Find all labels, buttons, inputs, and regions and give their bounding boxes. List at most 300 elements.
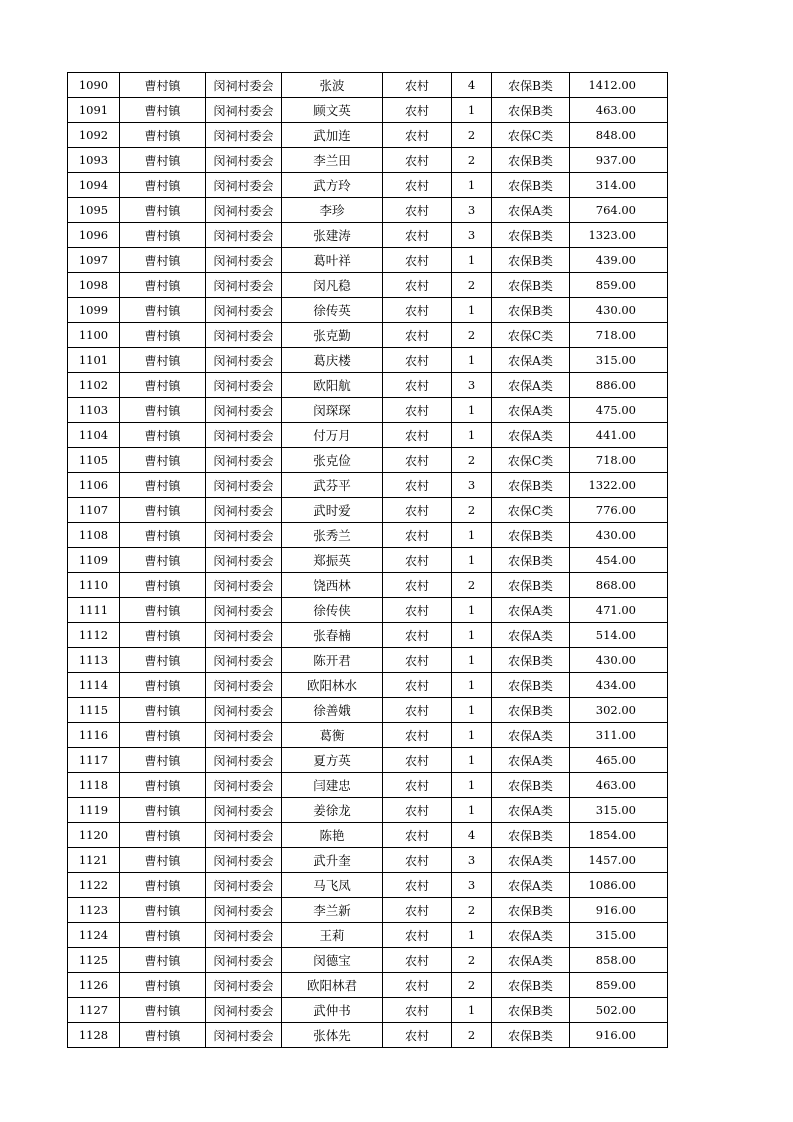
row-number-cell: 1110: [68, 573, 120, 598]
household-size-cell: 1: [452, 798, 492, 823]
town-cell: 曹村镇: [120, 973, 206, 998]
row-number-cell: 1094: [68, 173, 120, 198]
amount-cell: 430.00: [570, 523, 668, 548]
town-cell: 曹村镇: [120, 723, 206, 748]
household-size-cell: 1: [452, 998, 492, 1023]
row-number-cell: 1093: [68, 148, 120, 173]
table-row: [68, 598, 668, 623]
household-size-cell: 3: [452, 473, 492, 498]
name-cell: 张春楠: [282, 623, 383, 648]
household-size-cell: 1: [452, 248, 492, 273]
name-cell: 付万月: [282, 423, 383, 448]
row-number-cell: 1112: [68, 623, 120, 648]
row-number-cell: 1123: [68, 898, 120, 923]
table-row: [68, 348, 668, 373]
insurance-type-cell: 农保B类: [492, 473, 570, 498]
insurance-type-cell: 农保A类: [492, 748, 570, 773]
town-cell: 曹村镇: [120, 998, 206, 1023]
category-cell: 农村: [383, 998, 452, 1023]
household-size-cell: 1: [452, 923, 492, 948]
table-row: [68, 473, 668, 498]
amount-cell: 514.00: [570, 623, 668, 648]
category-cell: 农村: [383, 223, 452, 248]
category-cell: 农村: [383, 548, 452, 573]
insurance-type-cell: 农保B类: [492, 1023, 570, 1048]
town-cell: 曹村镇: [120, 73, 206, 98]
insurance-type-cell: 农保B类: [492, 148, 570, 173]
household-size-cell: 1: [452, 723, 492, 748]
household-size-cell: 1: [452, 698, 492, 723]
village-committee-cell: 闵祠村委会: [206, 523, 282, 548]
category-cell: 农村: [383, 248, 452, 273]
village-committee-cell: 闵祠村委会: [206, 1023, 282, 1048]
household-size-cell: 1: [452, 748, 492, 773]
amount-cell: 439.00: [570, 248, 668, 273]
amount-cell: 434.00: [570, 673, 668, 698]
insurance-type-cell: 农保C类: [492, 323, 570, 348]
amount-cell: 859.00: [570, 273, 668, 298]
category-cell: 农村: [383, 123, 452, 148]
name-cell: 欧阳林水: [282, 673, 383, 698]
category-cell: 农村: [383, 748, 452, 773]
household-size-cell: 2: [452, 148, 492, 173]
insurance-type-cell: 农保A类: [492, 848, 570, 873]
name-cell: 葛庆楼: [282, 348, 383, 373]
amount-cell: 315.00: [570, 923, 668, 948]
row-number-cell: 1117: [68, 748, 120, 773]
row-number-cell: 1100: [68, 323, 120, 348]
amount-cell: 430.00: [570, 648, 668, 673]
table-row: [68, 923, 668, 948]
table-row: [68, 898, 668, 923]
town-cell: 曹村镇: [120, 423, 206, 448]
name-cell: 李兰田: [282, 148, 383, 173]
village-committee-cell: 闵祠村委会: [206, 723, 282, 748]
village-committee-cell: 闵祠村委会: [206, 923, 282, 948]
village-committee-cell: 闵祠村委会: [206, 348, 282, 373]
amount-cell: 868.00: [570, 573, 668, 598]
household-size-cell: 4: [452, 73, 492, 98]
table-row: [68, 723, 668, 748]
household-size-cell: 4: [452, 823, 492, 848]
household-size-cell: 3: [452, 373, 492, 398]
table-row: [68, 623, 668, 648]
row-number-cell: 1114: [68, 673, 120, 698]
household-size-cell: 2: [452, 973, 492, 998]
household-size-cell: 2: [452, 123, 492, 148]
name-cell: 武芬平: [282, 473, 383, 498]
household-size-cell: 2: [452, 948, 492, 973]
insurance-type-cell: 农保B类: [492, 298, 570, 323]
village-committee-cell: 闵祠村委会: [206, 373, 282, 398]
insurance-type-cell: 农保A类: [492, 798, 570, 823]
village-committee-cell: 闵祠村委会: [206, 323, 282, 348]
village-committee-cell: 闵祠村委会: [206, 748, 282, 773]
insurance-type-cell: 农保B类: [492, 73, 570, 98]
household-size-cell: 1: [452, 173, 492, 198]
amount-cell: 858.00: [570, 948, 668, 973]
name-cell: 闵德宝: [282, 948, 383, 973]
row-number-cell: 1103: [68, 398, 120, 423]
row-number-cell: 1108: [68, 523, 120, 548]
row-number-cell: 1120: [68, 823, 120, 848]
household-size-cell: 1: [452, 623, 492, 648]
town-cell: 曹村镇: [120, 598, 206, 623]
category-cell: 农村: [383, 98, 452, 123]
category-cell: 农村: [383, 398, 452, 423]
town-cell: 曹村镇: [120, 523, 206, 548]
town-cell: 曹村镇: [120, 498, 206, 523]
category-cell: 农村: [383, 573, 452, 598]
table-row: [68, 548, 668, 573]
amount-cell: 1323.00: [570, 223, 668, 248]
household-size-cell: 1: [452, 98, 492, 123]
table-row: [68, 273, 668, 298]
table-row: [68, 223, 668, 248]
town-cell: 曹村镇: [120, 348, 206, 373]
table-body: [68, 73, 668, 1048]
village-committee-cell: 闵祠村委会: [206, 773, 282, 798]
category-cell: 农村: [383, 198, 452, 223]
name-cell: 徐传侠: [282, 598, 383, 623]
insurance-type-cell: 农保A类: [492, 598, 570, 623]
village-committee-cell: 闵祠村委会: [206, 573, 282, 598]
village-committee-cell: 闵祠村委会: [206, 473, 282, 498]
row-number-cell: 1118: [68, 773, 120, 798]
village-committee-cell: 闵祠村委会: [206, 798, 282, 823]
row-number-cell: 1121: [68, 848, 120, 873]
amount-cell: 314.00: [570, 173, 668, 198]
town-cell: 曹村镇: [120, 748, 206, 773]
category-cell: 农村: [383, 1023, 452, 1048]
household-size-cell: 2: [452, 898, 492, 923]
table-row: [68, 398, 668, 423]
row-number-cell: 1090: [68, 73, 120, 98]
name-cell: 李珍: [282, 198, 383, 223]
town-cell: 曹村镇: [120, 398, 206, 423]
category-cell: 农村: [383, 823, 452, 848]
table-row: [68, 323, 668, 348]
insurance-type-cell: 农保B类: [492, 773, 570, 798]
name-cell: 闵琛琛: [282, 398, 383, 423]
amount-cell: 916.00: [570, 1023, 668, 1048]
household-size-cell: 1: [452, 673, 492, 698]
table-row: [68, 448, 668, 473]
town-cell: 曹村镇: [120, 698, 206, 723]
insurance-type-cell: 农保B类: [492, 998, 570, 1023]
village-committee-cell: 闵祠村委会: [206, 848, 282, 873]
amount-cell: 848.00: [570, 123, 668, 148]
town-cell: 曹村镇: [120, 623, 206, 648]
name-cell: 张克俭: [282, 448, 383, 473]
table-row: [68, 948, 668, 973]
village-committee-cell: 闵祠村委会: [206, 998, 282, 1023]
town-cell: 曹村镇: [120, 373, 206, 398]
name-cell: 欧阳航: [282, 373, 383, 398]
name-cell: 张建涛: [282, 223, 383, 248]
town-cell: 曹村镇: [120, 1023, 206, 1048]
name-cell: 夏方英: [282, 748, 383, 773]
row-number-cell: 1096: [68, 223, 120, 248]
table-row: [68, 198, 668, 223]
household-size-cell: 1: [452, 773, 492, 798]
amount-cell: 776.00: [570, 498, 668, 523]
name-cell: 徐善娥: [282, 698, 383, 723]
insurance-type-cell: 农保A类: [492, 348, 570, 373]
town-cell: 曹村镇: [120, 323, 206, 348]
household-size-cell: 1: [452, 548, 492, 573]
amount-cell: 471.00: [570, 598, 668, 623]
table-row: [68, 298, 668, 323]
town-cell: 曹村镇: [120, 948, 206, 973]
category-cell: 农村: [383, 598, 452, 623]
name-cell: 姜徐龙: [282, 798, 383, 823]
village-committee-cell: 闵祠村委会: [206, 398, 282, 423]
amount-cell: 302.00: [570, 698, 668, 723]
amount-cell: 454.00: [570, 548, 668, 573]
table-row: [68, 148, 668, 173]
name-cell: 欧阳林君: [282, 973, 383, 998]
category-cell: 农村: [383, 848, 452, 873]
row-number-cell: 1097: [68, 248, 120, 273]
town-cell: 曹村镇: [120, 773, 206, 798]
category-cell: 农村: [383, 448, 452, 473]
category-cell: 农村: [383, 623, 452, 648]
name-cell: 顾文英: [282, 98, 383, 123]
household-size-cell: 3: [452, 848, 492, 873]
table-row: [68, 523, 668, 548]
household-size-cell: 1: [452, 348, 492, 373]
category-cell: 农村: [383, 798, 452, 823]
insurance-type-cell: 农保C类: [492, 448, 570, 473]
household-table: [67, 72, 668, 1048]
category-cell: 农村: [383, 423, 452, 448]
row-number-cell: 1127: [68, 998, 120, 1023]
amount-cell: 1322.00: [570, 473, 668, 498]
insurance-type-cell: 农保A类: [492, 948, 570, 973]
insurance-type-cell: 农保B类: [492, 548, 570, 573]
insurance-type-cell: 农保C类: [492, 498, 570, 523]
amount-cell: 1457.00: [570, 848, 668, 873]
town-cell: 曹村镇: [120, 473, 206, 498]
row-number-cell: 1124: [68, 923, 120, 948]
insurance-type-cell: 农保A类: [492, 923, 570, 948]
name-cell: 郑振英: [282, 548, 383, 573]
name-cell: 武升奎: [282, 848, 383, 873]
town-cell: 曹村镇: [120, 198, 206, 223]
table-row: [68, 248, 668, 273]
village-committee-cell: 闵祠村委会: [206, 598, 282, 623]
insurance-type-cell: 农保A类: [492, 398, 570, 423]
village-committee-cell: 闵祠村委会: [206, 173, 282, 198]
name-cell: 武仲书: [282, 998, 383, 1023]
town-cell: 曹村镇: [120, 798, 206, 823]
name-cell: 武加连: [282, 123, 383, 148]
amount-cell: 916.00: [570, 898, 668, 923]
table-row: [68, 498, 668, 523]
table-row: [68, 773, 668, 798]
name-cell: 武方玲: [282, 173, 383, 198]
row-number-cell: 1115: [68, 698, 120, 723]
table-row: [68, 698, 668, 723]
name-cell: 张克勤: [282, 323, 383, 348]
category-cell: 农村: [383, 948, 452, 973]
name-cell: 葛衡: [282, 723, 383, 748]
village-committee-cell: 闵祠村委会: [206, 873, 282, 898]
name-cell: 张秀兰: [282, 523, 383, 548]
category-cell: 农村: [383, 148, 452, 173]
household-size-cell: 2: [452, 323, 492, 348]
household-size-cell: 1: [452, 523, 492, 548]
name-cell: 饶西林: [282, 573, 383, 598]
town-cell: 曹村镇: [120, 898, 206, 923]
village-committee-cell: 闵祠村委会: [206, 548, 282, 573]
household-size-cell: 2: [452, 1023, 492, 1048]
category-cell: 农村: [383, 373, 452, 398]
category-cell: 农村: [383, 898, 452, 923]
name-cell: 闫建忠: [282, 773, 383, 798]
table-row: [68, 648, 668, 673]
category-cell: 农村: [383, 673, 452, 698]
amount-cell: 1086.00: [570, 873, 668, 898]
name-cell: 徐传英: [282, 298, 383, 323]
village-committee-cell: 闵祠村委会: [206, 198, 282, 223]
insurance-type-cell: 农保B类: [492, 173, 570, 198]
amount-cell: 937.00: [570, 148, 668, 173]
amount-cell: 311.00: [570, 723, 668, 748]
insurance-type-cell: 农保A类: [492, 423, 570, 448]
category-cell: 农村: [383, 498, 452, 523]
name-cell: 陈艳: [282, 823, 383, 848]
table-row: [68, 848, 668, 873]
town-cell: 曹村镇: [120, 848, 206, 873]
row-number-cell: 1126: [68, 973, 120, 998]
village-committee-cell: 闵祠村委会: [206, 73, 282, 98]
category-cell: 农村: [383, 348, 452, 373]
row-number-cell: 1098: [68, 273, 120, 298]
row-number-cell: 1122: [68, 873, 120, 898]
village-committee-cell: 闵祠村委会: [206, 148, 282, 173]
category-cell: 农村: [383, 73, 452, 98]
row-number-cell: 1102: [68, 373, 120, 398]
table-row: [68, 748, 668, 773]
village-committee-cell: 闵祠村委会: [206, 98, 282, 123]
insurance-type-cell: 农保B类: [492, 648, 570, 673]
amount-cell: 441.00: [570, 423, 668, 448]
insurance-type-cell: 农保A类: [492, 623, 570, 648]
village-committee-cell: 闵祠村委会: [206, 948, 282, 973]
name-cell: 王莉: [282, 923, 383, 948]
amount-cell: 463.00: [570, 773, 668, 798]
insurance-type-cell: 农保B类: [492, 973, 570, 998]
town-cell: 曹村镇: [120, 273, 206, 298]
insurance-type-cell: 农保B类: [492, 573, 570, 598]
name-cell: 马飞凤: [282, 873, 383, 898]
table-row: [68, 73, 668, 98]
name-cell: 葛叶祥: [282, 248, 383, 273]
village-committee-cell: 闵祠村委会: [206, 423, 282, 448]
village-committee-cell: 闵祠村委会: [206, 898, 282, 923]
village-committee-cell: 闵祠村委会: [206, 973, 282, 998]
village-committee-cell: 闵祠村委会: [206, 823, 282, 848]
category-cell: 农村: [383, 523, 452, 548]
insurance-type-cell: 农保A类: [492, 873, 570, 898]
table-row: [68, 173, 668, 198]
insurance-type-cell: 农保A类: [492, 373, 570, 398]
category-cell: 农村: [383, 298, 452, 323]
row-number-cell: 1091: [68, 98, 120, 123]
village-committee-cell: 闵祠村委会: [206, 623, 282, 648]
household-size-cell: 1: [452, 598, 492, 623]
row-number-cell: 1092: [68, 123, 120, 148]
village-committee-cell: 闵祠村委会: [206, 248, 282, 273]
row-number-cell: 1119: [68, 798, 120, 823]
table-row: [68, 573, 668, 598]
amount-cell: 886.00: [570, 373, 668, 398]
amount-cell: 1854.00: [570, 823, 668, 848]
category-cell: 农村: [383, 973, 452, 998]
amount-cell: 718.00: [570, 448, 668, 473]
village-committee-cell: 闵祠村委会: [206, 498, 282, 523]
insurance-type-cell: 农保B类: [492, 673, 570, 698]
category-cell: 农村: [383, 473, 452, 498]
insurance-type-cell: 农保B类: [492, 823, 570, 848]
village-committee-cell: 闵祠村委会: [206, 648, 282, 673]
category-cell: 农村: [383, 698, 452, 723]
row-number-cell: 1125: [68, 948, 120, 973]
amount-cell: 718.00: [570, 323, 668, 348]
row-number-cell: 1095: [68, 198, 120, 223]
category-cell: 农村: [383, 923, 452, 948]
insurance-type-cell: 农保B类: [492, 223, 570, 248]
town-cell: 曹村镇: [120, 173, 206, 198]
town-cell: 曹村镇: [120, 873, 206, 898]
row-number-cell: 1107: [68, 498, 120, 523]
row-number-cell: 1111: [68, 598, 120, 623]
amount-cell: 502.00: [570, 998, 668, 1023]
table-row: [68, 1023, 668, 1048]
household-size-cell: 2: [452, 498, 492, 523]
village-committee-cell: 闵祠村委会: [206, 298, 282, 323]
category-cell: 农村: [383, 648, 452, 673]
insurance-type-cell: 农保B类: [492, 98, 570, 123]
amount-cell: 430.00: [570, 298, 668, 323]
village-committee-cell: 闵祠村委会: [206, 223, 282, 248]
amount-cell: 463.00: [570, 98, 668, 123]
insurance-type-cell: 农保C类: [492, 123, 570, 148]
category-cell: 农村: [383, 273, 452, 298]
town-cell: 曹村镇: [120, 648, 206, 673]
village-committee-cell: 闵祠村委会: [206, 123, 282, 148]
table-row: [68, 998, 668, 1023]
village-committee-cell: 闵祠村委会: [206, 698, 282, 723]
town-cell: 曹村镇: [120, 248, 206, 273]
amount-cell: 1412.00: [570, 73, 668, 98]
row-number-cell: 1106: [68, 473, 120, 498]
amount-cell: 315.00: [570, 798, 668, 823]
table-row: [68, 373, 668, 398]
household-size-cell: 3: [452, 198, 492, 223]
town-cell: 曹村镇: [120, 448, 206, 473]
insurance-type-cell: 农保B类: [492, 698, 570, 723]
town-cell: 曹村镇: [120, 98, 206, 123]
town-cell: 曹村镇: [120, 823, 206, 848]
household-size-cell: 2: [452, 573, 492, 598]
amount-cell: 764.00: [570, 198, 668, 223]
name-cell: 武时爱: [282, 498, 383, 523]
household-size-cell: 1: [452, 648, 492, 673]
town-cell: 曹村镇: [120, 148, 206, 173]
